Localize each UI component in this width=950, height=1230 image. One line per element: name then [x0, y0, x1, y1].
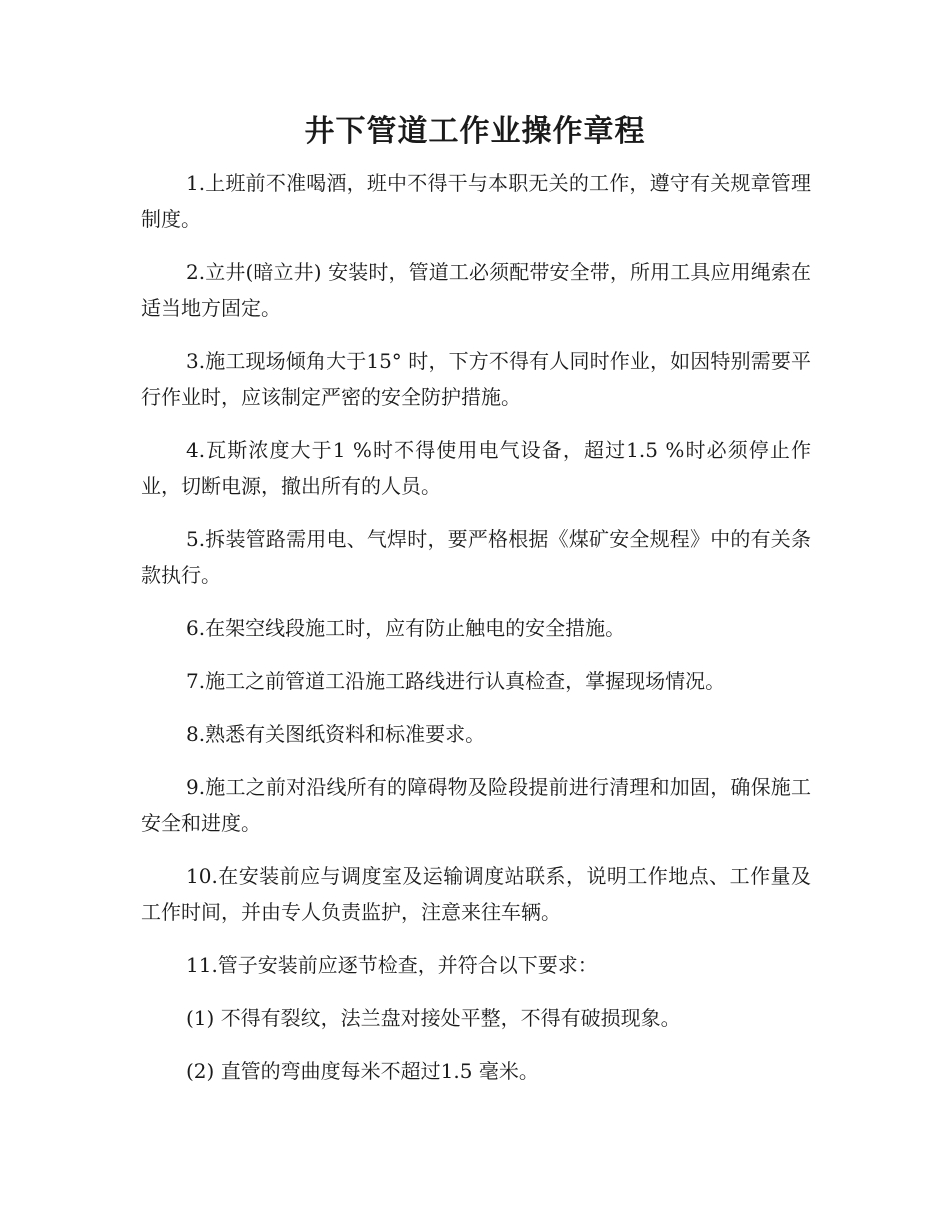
paragraph-10: 10.在安装前应与调度室及运输调度站联系，说明工作地点、工作量及工作时间，并由专人负责监护，注意来往车辆。	[141, 864, 811, 924]
paragraph-6: 6.在架空线段施工时，应有防止触电的安全措施。	[186, 616, 626, 640]
document-body	[141, 165, 811, 1106]
document-title: 井下管道工作业操作章程	[304, 114, 646, 149]
paragraph-11: 11.管子安装前应逐节检查，并符合以下要求：	[186, 953, 598, 977]
paragraph-4: 4.瓦斯浓度大于1 %时不得使用电气设备，超过1.5 %时必须停止作业，切断电源，撤出所有的人员。	[141, 438, 811, 498]
sub-item-2: (2) 直管的弯曲度每米不超过1.5 毫米。	[186, 1059, 539, 1083]
paragraph-7: 7.施工之前管道工沿施工路线进行认真检查，掌握现场情况。	[186, 669, 726, 693]
paragraph-3: 3.施工现场倾角大于15° 时，下方不得有人同时作业，如因特别需要平行作业时，应该制定严密的安全防护措施。	[141, 349, 811, 409]
paragraph-1: 1.上班前不准喝酒，班中不得干与本职无关的工作，遵守有关规章管理制度。	[141, 171, 811, 231]
paragraph-9: 9.施工之前对沿线所有的障碍物及险段提前进行清理和加固，确保施工安全和进度。	[141, 775, 811, 835]
paragraph-8: 8.熟悉有关图纸资料和标准要求。	[186, 722, 486, 746]
sub-item-1: (1) 不得有裂纹，法兰盘对接处平整，不得有破损现象。	[186, 1006, 681, 1030]
paragraph-5: 5.拆装管路需用电、气焊时，要严格根据《煤矿安全规程》中的有关条款执行。	[141, 527, 811, 587]
paragraph-2: 2.立井(暗立井) 安装时，管道工必须配带安全带，所用工具应用绳索在适当地方固定。	[141, 260, 811, 320]
